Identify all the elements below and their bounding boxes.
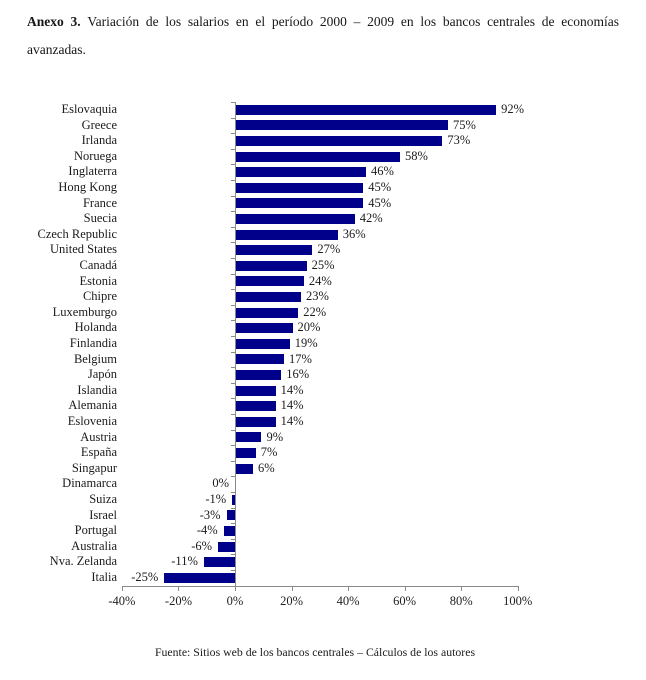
bar <box>236 198 363 208</box>
y-tick <box>231 242 235 243</box>
x-tick <box>518 586 519 591</box>
bar-value-label: 36% <box>342 226 366 241</box>
bar <box>236 432 261 442</box>
category-label: Inglaterra <box>68 164 117 179</box>
bar <box>236 245 312 255</box>
y-tick <box>231 430 235 431</box>
category-label: Israel <box>89 507 117 522</box>
y-axis-line <box>235 102 236 586</box>
bar <box>236 401 276 411</box>
bar-value-label: 58% <box>404 148 428 163</box>
bar-value-label: 46% <box>371 164 394 179</box>
x-tick-label: -20% <box>164 593 192 608</box>
y-tick <box>231 258 235 259</box>
category-label: Singapur <box>71 460 117 475</box>
bar <box>224 526 235 536</box>
bar-value-label: 22% <box>303 304 327 319</box>
y-tick <box>231 336 235 337</box>
x-tick <box>405 586 406 591</box>
bar <box>164 573 235 583</box>
bar-value-label: 0% <box>212 476 229 491</box>
y-tick <box>231 476 235 477</box>
bar-value-label: 9% <box>266 429 284 444</box>
y-tick <box>231 492 235 493</box>
category-label: Greece <box>81 117 117 132</box>
category-label: Estonia <box>79 273 117 288</box>
x-tick-label: 20% <box>280 593 303 608</box>
bar-value-label: 14% <box>280 398 304 413</box>
y-tick <box>231 211 235 212</box>
x-tick-label: 0% <box>226 593 244 608</box>
category-label: Belgium <box>73 351 117 366</box>
bar <box>236 386 276 396</box>
category-label: Irlanda <box>81 133 117 148</box>
y-tick <box>231 414 235 415</box>
x-axis-line <box>122 586 518 587</box>
bar <box>236 214 355 224</box>
category-label: Japón <box>87 367 117 382</box>
category-label: Austria <box>80 429 117 444</box>
category-label: Islandia <box>77 382 117 397</box>
x-tick <box>122 586 123 591</box>
bar-value-label: 14% <box>280 414 304 428</box>
category-label: Eslovenia <box>67 414 117 428</box>
bar-value-label: 14% <box>280 382 304 397</box>
bar-value-label: 19% <box>294 336 318 350</box>
bar <box>236 120 448 130</box>
bar <box>236 276 304 286</box>
x-tick-label: 60% <box>393 593 417 608</box>
bar <box>236 152 400 162</box>
y-tick <box>231 102 235 103</box>
bar-value-label: 17% <box>289 351 312 366</box>
y-tick <box>231 118 235 119</box>
y-tick <box>231 274 235 275</box>
category-label: Dinamarca <box>62 476 117 491</box>
y-tick <box>231 554 235 555</box>
bar-value-label: 45% <box>368 180 392 194</box>
bar <box>218 542 235 552</box>
bar <box>236 167 366 177</box>
y-tick <box>231 523 235 524</box>
bar-value-label: 75% <box>453 117 476 132</box>
bar-value-label: -25% <box>131 570 159 584</box>
category-label: Alemania <box>68 398 117 413</box>
x-tick <box>348 586 349 591</box>
y-tick <box>231 227 235 228</box>
x-tick-label: -40% <box>108 593 136 608</box>
bar-value-label: 24% <box>308 273 332 288</box>
y-tick <box>231 133 235 134</box>
bar-value-label: -11% <box>171 554 198 569</box>
y-tick <box>231 383 235 384</box>
category-label: France <box>82 195 117 210</box>
y-tick <box>231 508 235 509</box>
category-label: Suiza <box>89 492 117 506</box>
bar-value-label: -6% <box>191 538 213 553</box>
bar-value-label: 45% <box>368 195 392 210</box>
x-tick-label: 100% <box>503 593 533 608</box>
bar-value-label: -3% <box>199 507 221 522</box>
chart-title <box>27 8 619 64</box>
y-tick <box>231 164 235 165</box>
title-prefix: Anexo 3. <box>27 14 88 29</box>
bar <box>236 448 256 458</box>
x-tick-label: 40% <box>336 593 360 608</box>
bar <box>236 136 442 146</box>
bar-value-label: 27% <box>317 242 341 257</box>
bar-value-label: -4% <box>196 523 218 538</box>
bar-value-label: 92% <box>501 102 524 116</box>
y-tick <box>231 461 235 462</box>
bar <box>236 323 293 333</box>
bar <box>236 464 253 474</box>
y-tick <box>231 445 235 446</box>
bar-chart <box>0 96 646 636</box>
y-tick <box>231 352 235 353</box>
category-label: Portugal <box>74 523 117 538</box>
bar-value-label: 42% <box>359 211 383 226</box>
source-note: Fuente: Sitios web de los bancos centrales – Cálculos de los autores <box>154 645 476 659</box>
bar <box>236 370 281 380</box>
bar-value-label: 23% <box>306 289 329 304</box>
y-tick <box>231 180 235 181</box>
x-tick <box>178 586 179 591</box>
category-label: Canadá <box>79 258 117 272</box>
category-label: Holanda <box>74 320 117 335</box>
x-tick-label: 80% <box>449 593 473 608</box>
y-tick <box>231 539 235 540</box>
category-label: Czech Republic <box>37 226 117 241</box>
bar <box>236 183 363 193</box>
bar-value-label: 7% <box>260 445 278 460</box>
x-tick <box>235 586 236 591</box>
bar-value-label: 6% <box>257 460 275 475</box>
category-label: Australia <box>71 538 117 553</box>
y-tick <box>231 570 235 571</box>
category-label: Italia <box>91 570 117 584</box>
category-label: United States <box>49 242 117 257</box>
bar <box>236 308 298 318</box>
bar <box>236 230 338 240</box>
x-tick <box>461 586 462 591</box>
bar <box>236 105 496 115</box>
y-tick <box>231 398 235 399</box>
bar-value-label: 73% <box>447 133 471 148</box>
bar-value-label: 20% <box>297 320 321 335</box>
category-label: España <box>80 445 117 460</box>
bar <box>236 417 276 427</box>
y-tick <box>231 367 235 368</box>
title-text: Variación de los salarios en el período 2000 – 2009 en los bancos centrales de economías avanzadas. <box>27 14 620 57</box>
y-tick <box>231 196 235 197</box>
bar <box>236 261 307 271</box>
category-label: Chipre <box>82 289 117 304</box>
bar-value-label: 25% <box>311 258 335 272</box>
y-tick <box>231 320 235 321</box>
bar <box>204 557 235 567</box>
bar <box>236 354 284 364</box>
category-label: Luxemburgo <box>52 304 117 319</box>
bar <box>227 510 235 520</box>
bar <box>236 339 290 349</box>
category-label: Nva. Zelanda <box>49 554 117 569</box>
category-label: Eslovaquia <box>61 102 117 116</box>
bar <box>236 292 301 302</box>
category-label: Hong Kong <box>58 180 117 194</box>
bar-value-label: -1% <box>205 492 227 506</box>
y-tick <box>231 149 235 150</box>
bar-value-label: 16% <box>286 367 310 382</box>
category-label: Noruega <box>73 148 117 163</box>
category-label: Finlandia <box>69 336 117 350</box>
x-tick <box>292 586 293 591</box>
category-label: Suecia <box>83 211 117 226</box>
y-tick <box>231 305 235 306</box>
y-tick <box>231 289 235 290</box>
